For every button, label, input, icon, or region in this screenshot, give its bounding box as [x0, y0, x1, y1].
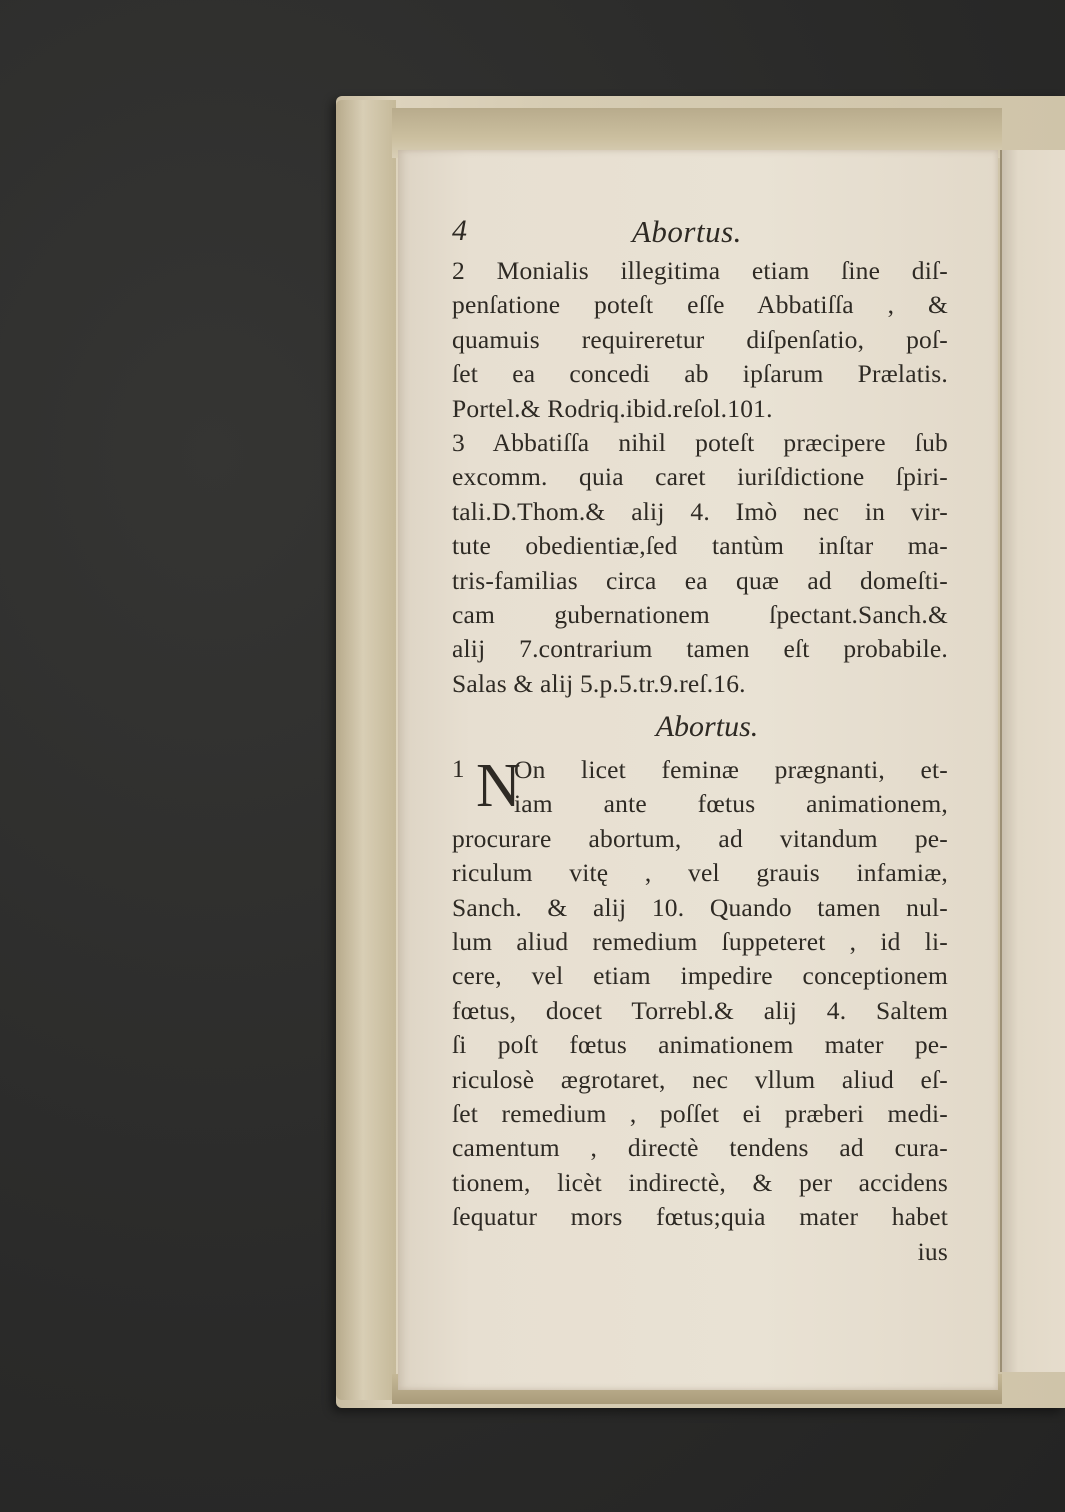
text-line: tali.D.Thom.& alij 4. Imò nec in vir- [452, 496, 948, 526]
page-number: 4 [452, 214, 467, 247]
text-line: Salas & alij 5.p.5.tr.9.reſ.16. [452, 668, 746, 698]
section-heading: Abortus. [655, 710, 759, 744]
text-line: tionem, licèt indirectè, & per accidens [452, 1167, 948, 1197]
text-line: tute obedientiæ,ſed tantùm inſtar ma- [452, 531, 948, 561]
page-header [452, 214, 948, 254]
book-spine [336, 100, 396, 1400]
text-line: quamuis requireretur diſpenſatio, poſ- [452, 324, 948, 354]
page-text [452, 214, 948, 1269]
text-line: fœtus, docet Torrebl.& alij 4. Saltem [452, 995, 948, 1025]
text-line: lum aliud remedium ſuppeteret , id li- [452, 927, 948, 957]
adjacent-page [1000, 150, 1065, 1372]
running-title: Abortus. [632, 214, 742, 249]
text-line: tris-familias circa ea quæ ad domeſti- [452, 565, 948, 595]
text-line: ſet ea concedi ab ipſarum Prælatis. [452, 359, 948, 389]
paragraph-2 [452, 254, 948, 426]
text-line: cam gubernationem ſpectant.Sanch.& [452, 599, 948, 629]
text-line: 3 Abbatiſſa nihil poteſt præcipere ſub [452, 427, 948, 457]
text-line: camentum , directè tendens ad cura- [452, 1133, 948, 1163]
text-line: On licet feminæ prægnanti, et- [514, 755, 948, 785]
text-line: penſatione poteſt eſſe Abbatiſſa , & [452, 290, 948, 320]
text-line: ſet remedium , poſſet ei præberi medi- [452, 1098, 948, 1128]
text-line: riculum vitę , vel grauis infamiæ, [452, 858, 948, 888]
text-line: 2 Monialis illegitima etiam ſine diſ- [452, 256, 948, 285]
paragraph-3 [452, 426, 948, 701]
text-line: riculosè ægrotaret, nec vllum aliud eſ- [452, 1064, 948, 1094]
text-line: excomm. quia caret iuriſdictione ſpiri- [452, 462, 948, 492]
text-line: cere, vel etiam impedire conceptionem [452, 961, 948, 991]
text-line: procurare abortum, ad vitandum pe- [452, 823, 948, 853]
catchword: ius [917, 1236, 948, 1266]
text-line: Sanch. & alij 10. Quando tamen nul- [452, 892, 948, 922]
paragraph-number: 1 [452, 756, 465, 784]
text-line: iam ante fœtus animationem, [514, 789, 948, 819]
text-line: Portel.& Rodriq.ibid.reſol.101. [452, 393, 773, 423]
drop-cap: N [476, 752, 521, 821]
section-paragraph [452, 753, 948, 1269]
text-line: ſi poſt fœtus animationem mater pe- [452, 1030, 948, 1060]
text-line: alij 7.contrarium tamen eſt probabile. [452, 634, 948, 664]
text-line: ſequatur mors fœtus;quia mater habet [452, 1202, 948, 1232]
